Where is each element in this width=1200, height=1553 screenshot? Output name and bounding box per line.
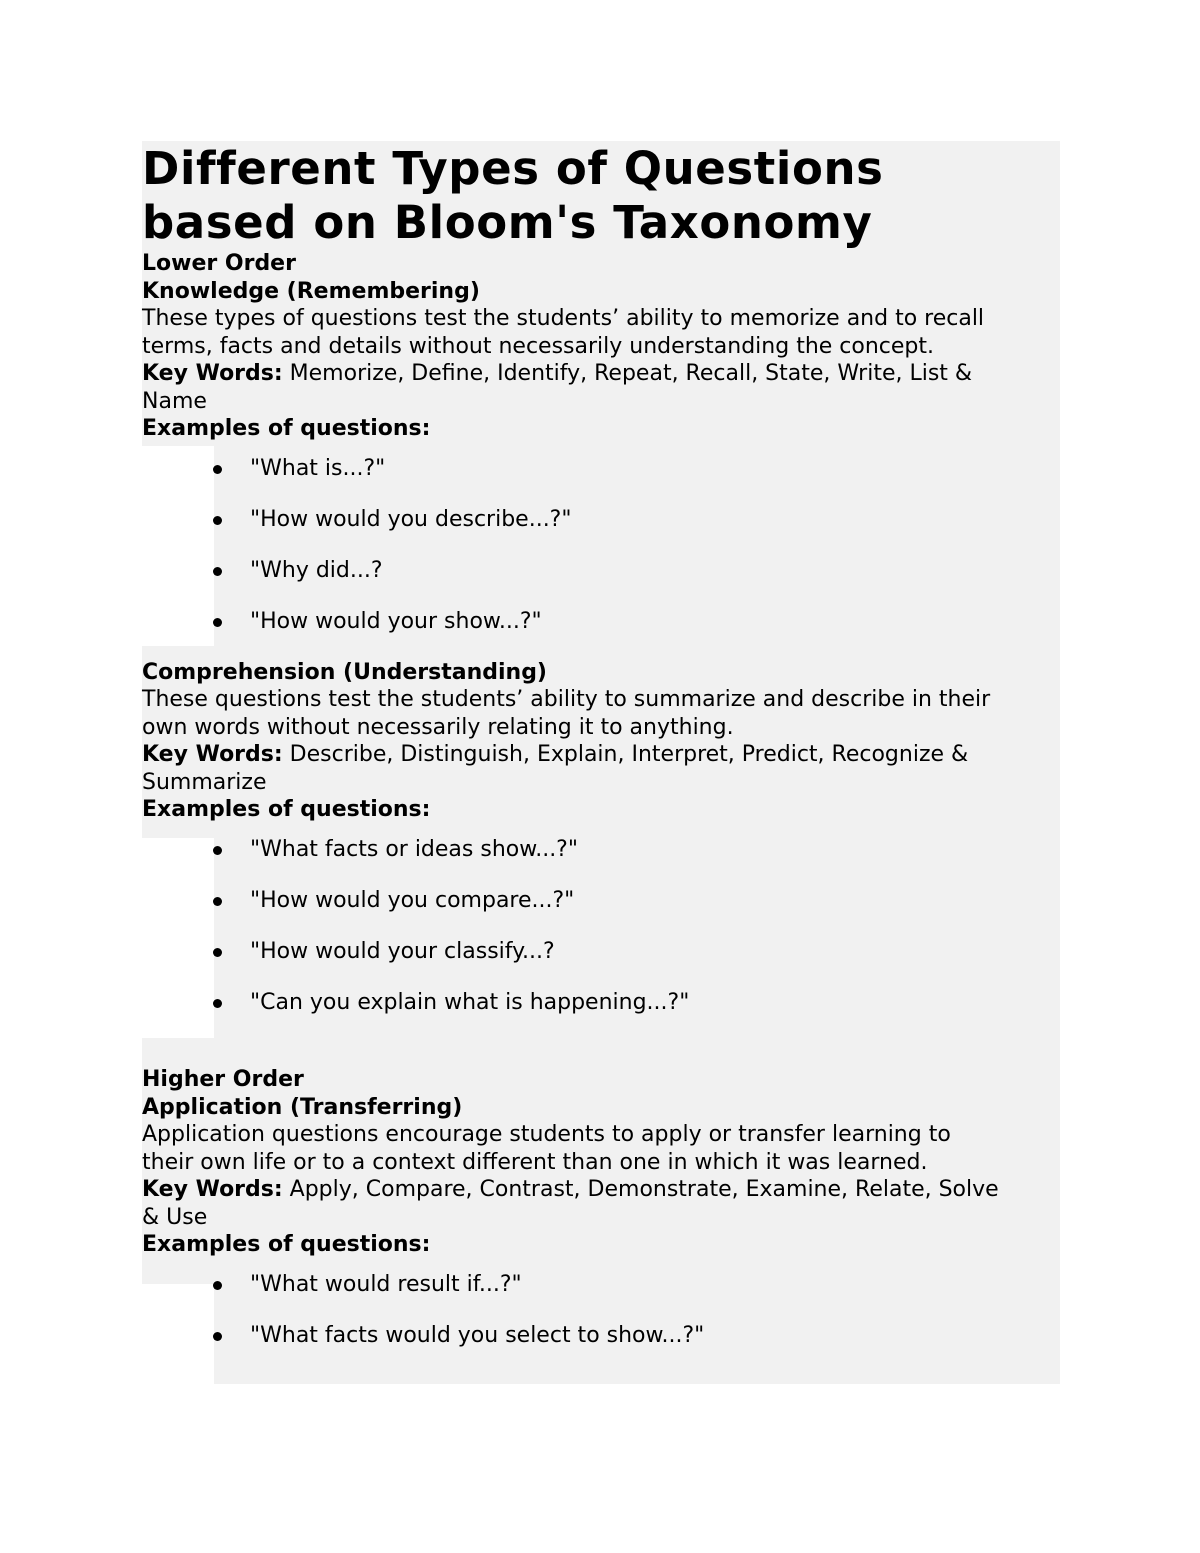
document-title [142,142,1062,250]
list-item: "What facts would you select to show...?" [142,1322,1062,1350]
list-item: "What facts or ideas show...?" [142,836,1062,864]
knowledge-desc-1: These types of questions test the students’ ability to memorize and to recall [142,306,985,331]
comprehension-examples-list [142,836,1062,1017]
comprehension-section [142,659,1062,1017]
application-examples-list [142,1271,1062,1350]
comprehension-heading: Comprehension (Understanding) [142,659,547,685]
bullet-icon [213,567,222,576]
comprehension-keywords [142,741,1062,769]
list-item: "How would you describe...?" [142,506,1062,534]
list-item: "What is...?" [142,455,1062,483]
comprehension-examples-label: Examples of questions: [142,797,431,822]
keywords-text: Memorize, Define, Identify, Repeat, Recall, State, Write, List & [282,361,973,386]
application-desc-1: Application questions encourage students to apply or transfer learning to [142,1122,951,1147]
application-desc-2: their own life or to a context different than one in which it was learned. [142,1149,928,1175]
bullet-icon [213,465,222,474]
bullet-icon [213,846,222,855]
keywords-text: Describe, Distinguish, Explain, Interpret, Predict, Recognize & [282,742,969,767]
comprehension-desc-1: These questions test the students’ ability to summarize and describe in their [142,687,991,712]
bullet-icon [213,948,222,957]
list-item: "How would you compare...?" [142,887,1062,915]
bullet-icon [213,1281,222,1290]
title-line-1: Different Types of Questions [142,142,884,195]
knowledge-desc-2: terms, facts and details without necessarily understanding the concept. [142,333,934,359]
knowledge-examples-list [142,455,1062,636]
bullet-icon [213,897,222,906]
list-item: "How would your classify...? [142,938,1062,966]
bullet-icon [213,1332,222,1341]
application-heading: Application (Transferring) [142,1094,463,1120]
comprehension-keywords-cont: Summarize [142,769,267,795]
keywords-text: Apply, Compare, Contrast, Demonstrate, Examine, Relate, Solve [282,1177,999,1202]
keywords-label: Key Words: [142,742,283,767]
application-keywords [142,1176,1062,1204]
higher-order-heading: Higher Order [142,1067,304,1092]
keywords-label: Key Words: [142,1177,283,1202]
knowledge-keywords [142,360,1062,388]
bullet-icon [213,516,222,525]
list-item: "What would result if...?" [142,1271,1062,1299]
application-examples-label: Examples of questions: [142,1232,431,1257]
lower-order-heading: Lower Order [142,251,296,276]
title-line-2: based on Bloom's Taxonomy [142,196,873,249]
application-section [142,1066,1062,1349]
list-item: "Why did...? [142,557,1062,585]
keywords-label: Key Words: [142,361,283,386]
document-body [142,142,1062,1373]
list-item: "How would your show...?" [142,608,1062,636]
bullet-icon [213,999,222,1008]
list-item: "Can you explain what is happening...?" [142,989,1062,1017]
knowledge-heading: Knowledge (Remembering) [142,278,480,304]
comprehension-desc-2: own words without necessarily relating it to anything. [142,714,734,740]
knowledge-examples-label: Examples of questions: [142,416,431,441]
bullet-icon [213,618,222,627]
knowledge-keywords-cont: Name [142,388,207,414]
application-keywords-cont: & Use [142,1204,208,1230]
